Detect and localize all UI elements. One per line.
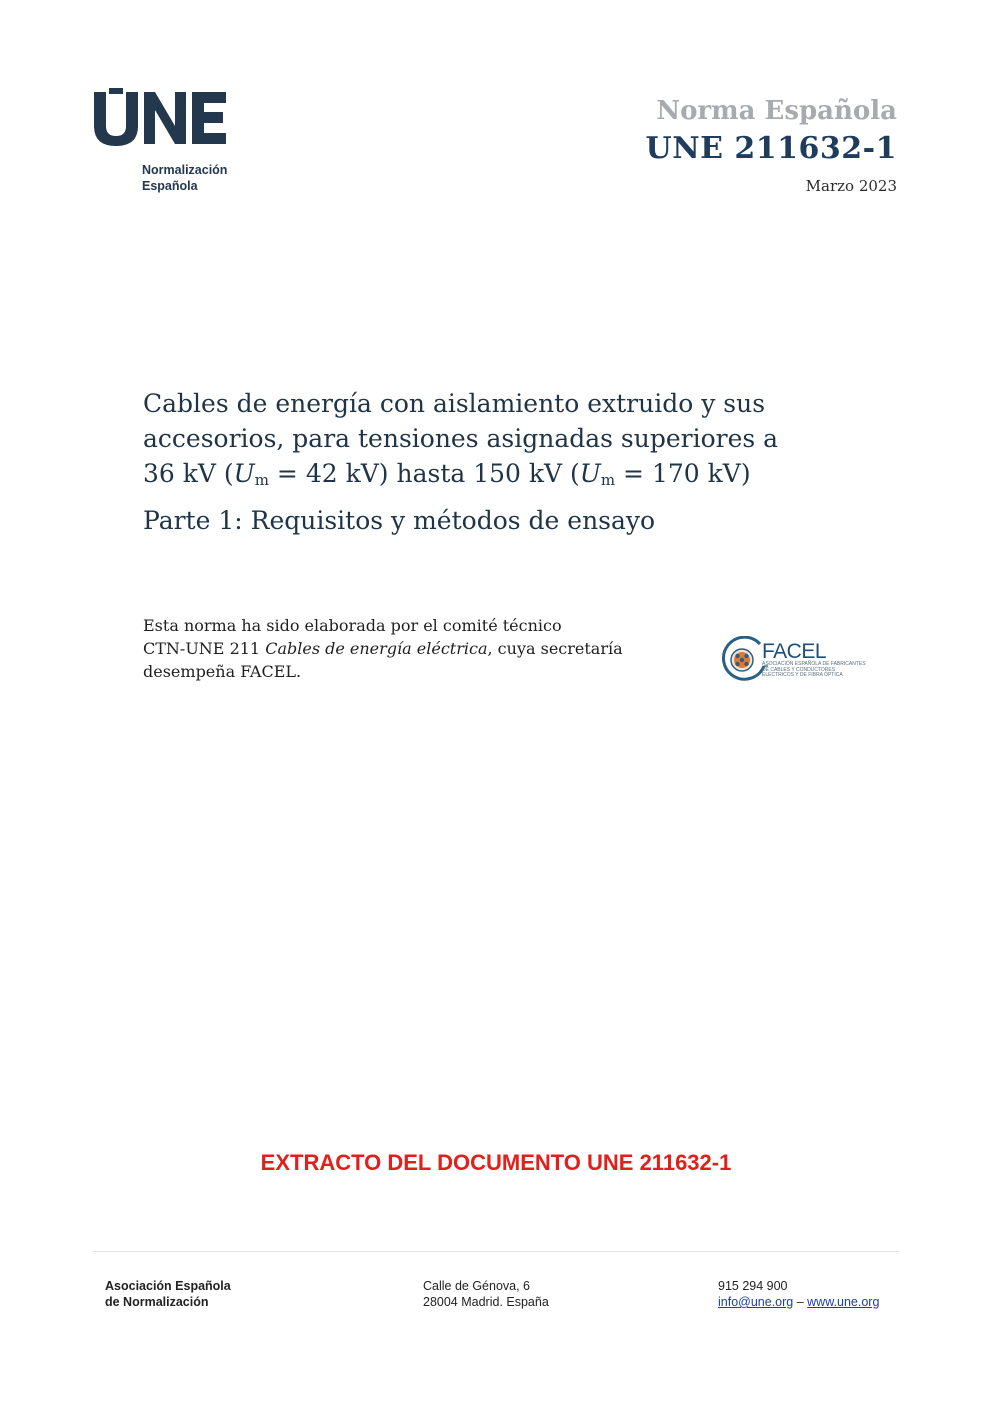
footer-org-line2: de Normalización <box>105 1295 209 1309</box>
u-subscript-2: m <box>600 471 616 489</box>
logo-subtitle <box>142 162 227 194</box>
une-logo-mark <box>92 88 232 148</box>
title-line1: Cables de energía con aislamiento extruido y sus <box>143 389 766 418</box>
norma-date: Marzo 2023 <box>805 177 897 195</box>
committee-statement <box>143 614 663 683</box>
extract-notice: EXTRACTO DEL DOCUMENTO UNE 211632-1 <box>260 1150 732 1175</box>
footer-org-line1: Asociación Española <box>105 1279 231 1293</box>
u-symbol: U <box>233 459 255 488</box>
title-line3-b: = 42 kV) hasta 150 kV ( <box>268 459 580 488</box>
footer-organization <box>105 1278 231 1310</box>
norma-label: Norma Española <box>656 96 897 126</box>
committee-line2-b: , cuya secretaría <box>487 639 623 658</box>
u-subscript: m <box>254 471 269 489</box>
footer-contact <box>718 1278 879 1310</box>
website-link[interactable]: www.une.org <box>807 1295 880 1309</box>
u-symbol-2: U <box>579 459 601 488</box>
document-subtitle: Parte 1: Requisitos y métodos de ensayo <box>143 506 656 535</box>
title-line3-a: 36 kV ( <box>143 459 234 488</box>
footer-address <box>423 1278 549 1310</box>
document-title <box>143 386 863 498</box>
norma-code: UNE 211632-1 <box>645 131 897 166</box>
facel-logo-icon <box>720 636 768 684</box>
footer-address-line2: 28004 Madrid. España <box>423 1295 549 1309</box>
title-line3-c: = 170 kV) <box>615 459 751 488</box>
footer-links <box>718 1294 879 1310</box>
committee-name: Cables de energía eléctrica <box>265 639 488 658</box>
facel-logo-tagline: ASOCIACIÓN ESPAÑOLA DE FABRICANTES DE CABLES Y CONDUCTORES ELÉCTRICOS Y DE FIBRA ÓPTICA <box>762 661 866 678</box>
committee-line1: Esta norma ha sido elaborada por el comité técnico <box>143 616 562 635</box>
footer-address-line1: Calle de Génova, 6 <box>423 1279 531 1293</box>
title-line3 <box>143 456 863 498</box>
facel-logo-name: FACEL <box>762 640 827 663</box>
logo-subtitle-line1: Normalización <box>142 163 228 177</box>
committee-line3: desempeña FACEL. <box>143 662 302 681</box>
footer-link-separator: – <box>793 1295 808 1309</box>
footer-divider <box>93 1251 899 1252</box>
logo-subtitle-line2: Española <box>142 179 198 193</box>
committee-line2-a: CTN-UNE 211 <box>143 639 266 658</box>
email-link[interactable]: info@une.org <box>718 1295 794 1309</box>
title-line2: accesorios, para tensiones asignadas superiores a <box>143 424 779 453</box>
footer-phone: 915 294 900 <box>718 1279 788 1293</box>
committee-line2 <box>143 637 663 660</box>
